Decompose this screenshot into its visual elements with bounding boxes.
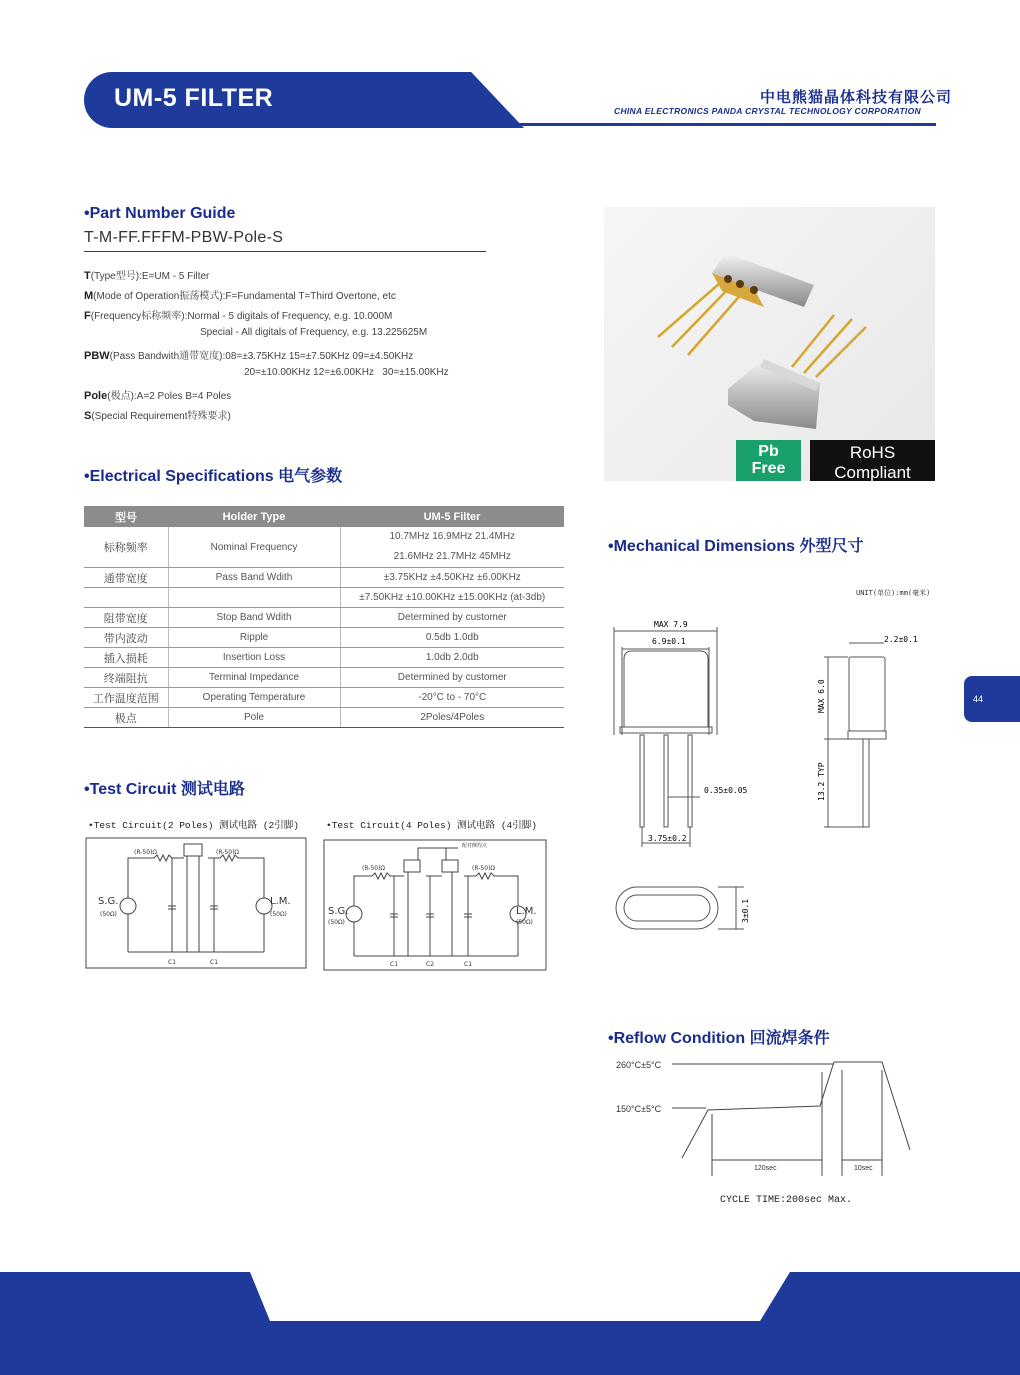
spec-table xyxy=(84,506,564,728)
dim-body-width: 6.9±0.1 xyxy=(652,637,686,646)
table-row: 阻带宽度 Stop Band Wdith Determined by customer xyxy=(84,608,564,628)
preheat-temp-label: 150°C±5°C xyxy=(616,1104,662,1114)
electrical-heading: •Electrical Specifications 电气参数 xyxy=(84,468,343,485)
guide-line: T(Type型号):E=UM - 5 Filter xyxy=(84,270,210,282)
table-row: ±7.50KHz ±10.00KHz ±15.00KHz (at-3db) xyxy=(84,588,564,608)
capacitor-label: C1 xyxy=(168,959,177,966)
page-title: UM-5 FILTER xyxy=(114,84,274,112)
impedance-label: (50Ω) xyxy=(270,911,287,918)
guide-line: 20=±10.00KHz 12=±6.00KHz 30=±15.00KHz xyxy=(244,367,449,378)
peak-duration-label: 10sec xyxy=(854,1165,873,1172)
cycle-time-label: CYCLE TIME:200sec Max. xyxy=(720,1195,853,1206)
impedance-label: (50Ω) xyxy=(100,911,117,918)
pairing-note: 配对侧焊点 xyxy=(462,843,488,849)
guide-line: S(Special Requirement特殊要求) xyxy=(84,410,231,422)
table-row: 带内波动 Ripple 0.5db 1.0db xyxy=(84,628,564,648)
rohs-badge: RoHS Compliant Directive 2002/95/EC xyxy=(810,440,935,481)
resistor-label: (R-50)Ω xyxy=(134,849,157,856)
capacitor-label: C2 xyxy=(426,961,435,968)
peak-temp-label: 260°C±5°C xyxy=(616,1060,662,1070)
test-circuit-2pole-label: •Test Circuit(2 Poles) 测试电路 (2引脚) xyxy=(88,820,299,831)
dim-max-width: MAX 7.9 xyxy=(654,620,688,629)
guide-line: Special - All digitals of Frequency, e.g. 13.225625M xyxy=(200,327,428,338)
part-number-heading: •Part Number Guide xyxy=(84,205,236,222)
dim-lead-length: 13.2 TYP xyxy=(817,762,826,801)
capacitor-label: C1 xyxy=(210,959,219,966)
part-number-code: T-M-FF.FFFM-PBW-Pole-S xyxy=(84,229,284,246)
reflow-heading: •Reflow Condition 回流焊条件 xyxy=(608,1030,830,1047)
column-header: 型号 xyxy=(84,506,168,527)
page-number-tab: 44 xyxy=(964,676,1020,722)
company-name-cn: 中电熊猫晶体科技有限公司 xyxy=(760,89,953,106)
table-row: 插入损耗 Insertion Loss 1.0db 2.0db xyxy=(84,648,564,668)
resistor-label: (R-50)Ω xyxy=(362,865,385,872)
level-meter-label: L.M. xyxy=(516,906,537,917)
footer-band xyxy=(0,1272,1020,1375)
guide-line: Pole(极点):A=2 Poles B=4 Poles xyxy=(84,390,232,402)
unit-label: UNIT(单位):mm(毫米) xyxy=(856,589,931,597)
capacitor-label: C1 xyxy=(464,961,473,968)
table-row: 工作温度范围 Operating Temperature -20°C to - 70°C xyxy=(84,688,564,708)
table-row: 通带宽度 Pass Band Wdith ±3.75KHz ±4.50KHz ±6.00KHz xyxy=(84,568,564,588)
capacitor-label: C1 xyxy=(390,961,399,968)
pb-free-badge: Pb Free xyxy=(736,440,801,481)
reflow-profile xyxy=(612,1052,922,1207)
column-header: Holder Type xyxy=(168,506,340,527)
dim-max-height: MAX 6.0 xyxy=(817,679,826,713)
guide-line: M(Mode of Operation振荡模式):F=Fundamental T=Third Overtone, etc xyxy=(84,290,396,302)
test-circuit-heading: •Test Circuit 测试电路 xyxy=(84,781,245,798)
table-row: 极点 Pole 2Poles/4Poles xyxy=(84,708,564,728)
header-rule xyxy=(470,123,936,126)
dim-thickness: 3±0.1 xyxy=(741,898,750,923)
table-row: 标称频率 Nominal Frequency 10.7MHz 16.9MHz 21.4MHz 21.6MHz 21.7MHz 45MHz xyxy=(84,527,564,568)
preheat-duration-label: 120sec xyxy=(754,1165,777,1172)
level-meter-label: L.M. xyxy=(270,896,291,907)
part-number-rule xyxy=(84,251,486,252)
impedance-label: (50Ω) xyxy=(516,919,533,926)
table-header-row xyxy=(84,506,564,527)
test-circuit-4pole-label: •Test Circuit(4 Poles) 测试电路 (4引脚) xyxy=(326,820,537,831)
circuit-2pole xyxy=(84,836,309,970)
signal-generator-label: S.G. xyxy=(98,896,119,907)
circuit-4pole xyxy=(322,838,548,972)
company-name-en: CHINA ELECTRONICS PANDA CRYSTAL TECHNOLOGY CORPORATION xyxy=(614,106,921,116)
mechanical-heading: •Mechanical Dimensions 外型尺寸 xyxy=(608,538,864,555)
guide-line: F(Frequency标称频率):Normal - 5 digitals of Frequency, e.g. 10.000M xyxy=(84,310,393,322)
dim-pin-pitch: 3.75±0.2 xyxy=(648,834,687,843)
mechanical-drawing xyxy=(604,615,944,945)
resistor-label: (R-50)Ω xyxy=(216,849,239,856)
table-row: 终端阻抗 Terminal Impedance Determined by customer xyxy=(84,668,564,688)
dim-depth: 2.2±0.1 xyxy=(884,635,918,644)
column-header: UM-5 Filter xyxy=(340,506,564,527)
dim-pin-diameter: 0.35±0.05 xyxy=(704,786,748,795)
signal-generator-label: S.G. xyxy=(328,906,349,917)
resistor-label: (R-50)Ω xyxy=(472,865,495,872)
impedance-label: (50Ω) xyxy=(328,919,345,926)
guide-line: PBW(Pass Bandwith通带宽度):08=±3.75KHz 15=±7.50KHz 09=±4.50KHz xyxy=(84,350,414,362)
